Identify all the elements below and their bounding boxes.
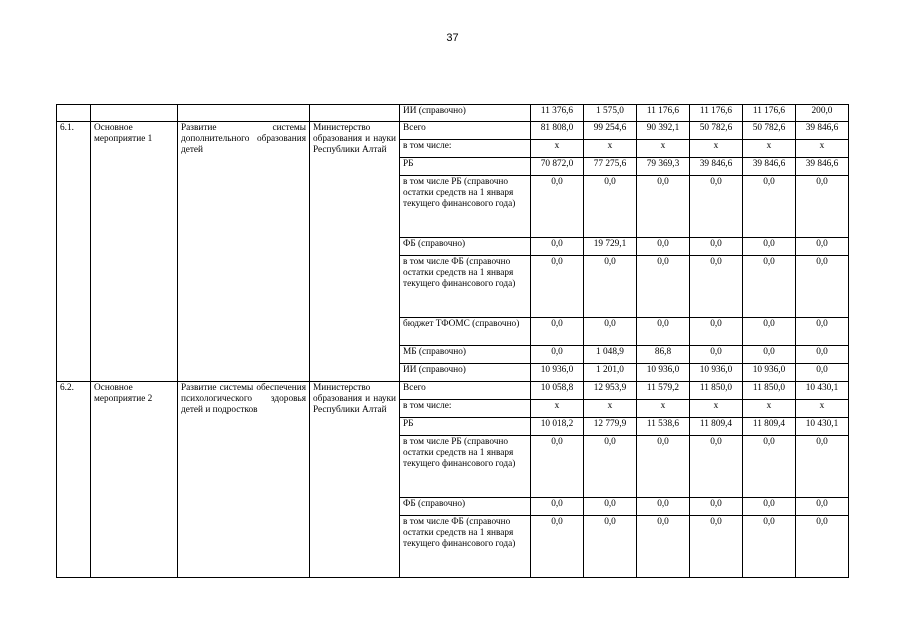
amount-cell: 0,0 <box>690 516 743 578</box>
amount-cell: 19 729,1 <box>584 238 637 256</box>
amount-cell: х <box>531 400 584 418</box>
amount-cell: 0,0 <box>531 318 584 346</box>
amount-cell: х <box>690 400 743 418</box>
amount-cell: 0,0 <box>584 498 637 516</box>
amount-cell: 11 176,6 <box>743 105 796 122</box>
amount-cell: 10 936,0 <box>637 364 690 382</box>
amount-cell: 0,0 <box>531 436 584 498</box>
amount-cell: 0,0 <box>531 516 584 578</box>
amount-cell: 0,0 <box>690 318 743 346</box>
amount-cell: 1 048,9 <box>584 346 637 364</box>
amount-cell: х <box>584 140 637 158</box>
amount-cell: 0,0 <box>531 238 584 256</box>
amount-cell: 81 808,0 <box>531 122 584 140</box>
funding-source-cell: в том числе РБ (справочно остатки средств на 1 января текущего финансового года) <box>400 176 531 238</box>
table-row <box>57 122 849 140</box>
empty-cell <box>178 105 310 122</box>
amount-cell: 0,0 <box>743 176 796 238</box>
amount-cell: 11 809,4 <box>743 418 796 436</box>
amount-cell: 0,0 <box>743 346 796 364</box>
amount-cell: 0,0 <box>743 318 796 346</box>
amount-cell: 11 850,0 <box>690 382 743 400</box>
funding-source-cell: ФБ (справочно) <box>400 238 531 256</box>
amount-cell: х <box>690 140 743 158</box>
funding-source-cell: в том числе ФБ (справочно остатки средств на 1 января текущего финансового года) <box>400 516 531 578</box>
empty-cell <box>57 105 91 122</box>
program-name-cell: Развитие системы дополнительного образования детей <box>178 122 310 382</box>
amount-cell: 0,0 <box>690 256 743 318</box>
funding-source-cell: в том числе РБ (справочно остатки средств на 1 января текущего финансового года) <box>400 436 531 498</box>
empty-cell <box>310 105 400 122</box>
section-number-cell: 6.1. <box>57 122 91 382</box>
funding-source-cell: ФБ (справочно) <box>400 498 531 516</box>
funding-source-cell: в том числе: <box>400 140 531 158</box>
funding-source-cell: РБ <box>400 418 531 436</box>
funding-source-cell: Всего <box>400 382 531 400</box>
amount-cell: 0,0 <box>743 498 796 516</box>
funding-source-cell: в том числе: <box>400 400 531 418</box>
amount-cell: 0,0 <box>690 436 743 498</box>
amount-cell: 0,0 <box>637 516 690 578</box>
amount-cell: х <box>637 140 690 158</box>
amount-cell: 11 376,6 <box>531 105 584 122</box>
amount-cell: 99 254,6 <box>584 122 637 140</box>
amount-cell: 1 201,0 <box>584 364 637 382</box>
amount-cell: 39 846,6 <box>796 122 849 140</box>
amount-cell: х <box>743 400 796 418</box>
amount-cell: 0,0 <box>637 498 690 516</box>
funding-source-cell: ИИ (справочно) <box>400 364 531 382</box>
funding-source-cell: бюджет ТФОМС (справочно) <box>400 318 531 346</box>
amount-cell: х <box>796 400 849 418</box>
executor-cell: Министерство образования и науки Республики Алтай <box>310 122 400 382</box>
amount-cell: 39 846,6 <box>690 158 743 176</box>
amount-cell: 10 936,0 <box>531 364 584 382</box>
funding-source-cell: РБ <box>400 158 531 176</box>
amount-cell: 0,0 <box>690 346 743 364</box>
amount-cell: 0,0 <box>637 318 690 346</box>
amount-cell: 0,0 <box>796 346 849 364</box>
amount-cell: 0,0 <box>584 318 637 346</box>
amount-cell: 0,0 <box>531 498 584 516</box>
event-cell: Основное мероприятие 2 <box>91 382 178 578</box>
amount-cell: 79 369,3 <box>637 158 690 176</box>
amount-cell: 10 430,1 <box>796 382 849 400</box>
amount-cell: 0,0 <box>796 238 849 256</box>
amount-cell: х <box>796 140 849 158</box>
amount-cell: 50 782,6 <box>690 122 743 140</box>
amount-cell: 0,0 <box>743 436 796 498</box>
amount-cell: х <box>743 140 796 158</box>
amount-cell: 0,0 <box>743 238 796 256</box>
amount-cell: 0,0 <box>690 176 743 238</box>
page-number: 37 <box>446 32 459 44</box>
amount-cell: 0,0 <box>796 364 849 382</box>
amount-cell: 1 575,0 <box>584 105 637 122</box>
amount-cell: 11 176,6 <box>690 105 743 122</box>
amount-cell: 0,0 <box>531 176 584 238</box>
amount-cell: х <box>584 400 637 418</box>
amount-cell: 0,0 <box>690 498 743 516</box>
amount-cell: 0,0 <box>796 498 849 516</box>
amount-cell: 0,0 <box>637 436 690 498</box>
event-cell: Основное мероприятие 1 <box>91 122 178 382</box>
amount-cell: 90 392,1 <box>637 122 690 140</box>
amount-cell: х <box>531 140 584 158</box>
amount-cell: 0,0 <box>531 256 584 318</box>
amount-cell: 39 846,6 <box>796 158 849 176</box>
amount-cell: 0,0 <box>743 516 796 578</box>
amount-cell: 11 176,6 <box>637 105 690 122</box>
funding-source-cell: Всего <box>400 122 531 140</box>
amount-cell: 0,0 <box>743 256 796 318</box>
amount-cell: 0,0 <box>584 516 637 578</box>
amount-cell: 0,0 <box>531 346 584 364</box>
amount-cell: 0,0 <box>690 238 743 256</box>
amount-cell: 77 275,6 <box>584 158 637 176</box>
amount-cell: 50 782,6 <box>743 122 796 140</box>
section-number-cell: 6.2. <box>57 382 91 578</box>
amount-cell: 12 779,9 <box>584 418 637 436</box>
amount-cell: 11 538,6 <box>637 418 690 436</box>
amount-cell: 0,0 <box>637 256 690 318</box>
table-row <box>57 382 849 400</box>
amount-cell: 11 579,2 <box>637 382 690 400</box>
amount-cell: 11 850,0 <box>743 382 796 400</box>
amount-cell: 0,0 <box>796 436 849 498</box>
amount-cell: 70 872,0 <box>531 158 584 176</box>
amount-cell: 12 953,9 <box>584 382 637 400</box>
amount-cell: 0,0 <box>584 436 637 498</box>
amount-cell: 200,0 <box>796 105 849 122</box>
budget-table <box>56 104 849 578</box>
amount-cell: 0,0 <box>584 176 637 238</box>
amount-cell: 10 430,1 <box>796 418 849 436</box>
amount-cell: 11 809,4 <box>690 418 743 436</box>
amount-cell: 86,8 <box>637 346 690 364</box>
executor-cell: Министерство образования и науки Республики Алтай <box>310 382 400 578</box>
amount-cell: 0,0 <box>584 256 637 318</box>
amount-cell: 10 018,2 <box>531 418 584 436</box>
table-body <box>57 105 849 578</box>
amount-cell: х <box>637 400 690 418</box>
funding-source-cell: ИИ (справочно) <box>400 105 531 122</box>
amount-cell: 10 936,0 <box>743 364 796 382</box>
amount-cell: 10 936,0 <box>690 364 743 382</box>
amount-cell: 0,0 <box>796 176 849 238</box>
funding-source-cell: в том числе ФБ (справочно остатки средств на 1 января текущего финансового года) <box>400 256 531 318</box>
amount-cell: 0,0 <box>796 516 849 578</box>
amount-cell: 0,0 <box>637 176 690 238</box>
empty-cell <box>91 105 178 122</box>
program-name-cell: Развитие системы обеспечения психологического здоровья детей и подростков <box>178 382 310 578</box>
funding-source-cell: МБ (справочно) <box>400 346 531 364</box>
amount-cell: 0,0 <box>796 318 849 346</box>
amount-cell: 0,0 <box>637 238 690 256</box>
table-row <box>57 105 849 122</box>
amount-cell: 0,0 <box>796 256 849 318</box>
amount-cell: 39 846,6 <box>743 158 796 176</box>
amount-cell: 10 058,8 <box>531 382 584 400</box>
